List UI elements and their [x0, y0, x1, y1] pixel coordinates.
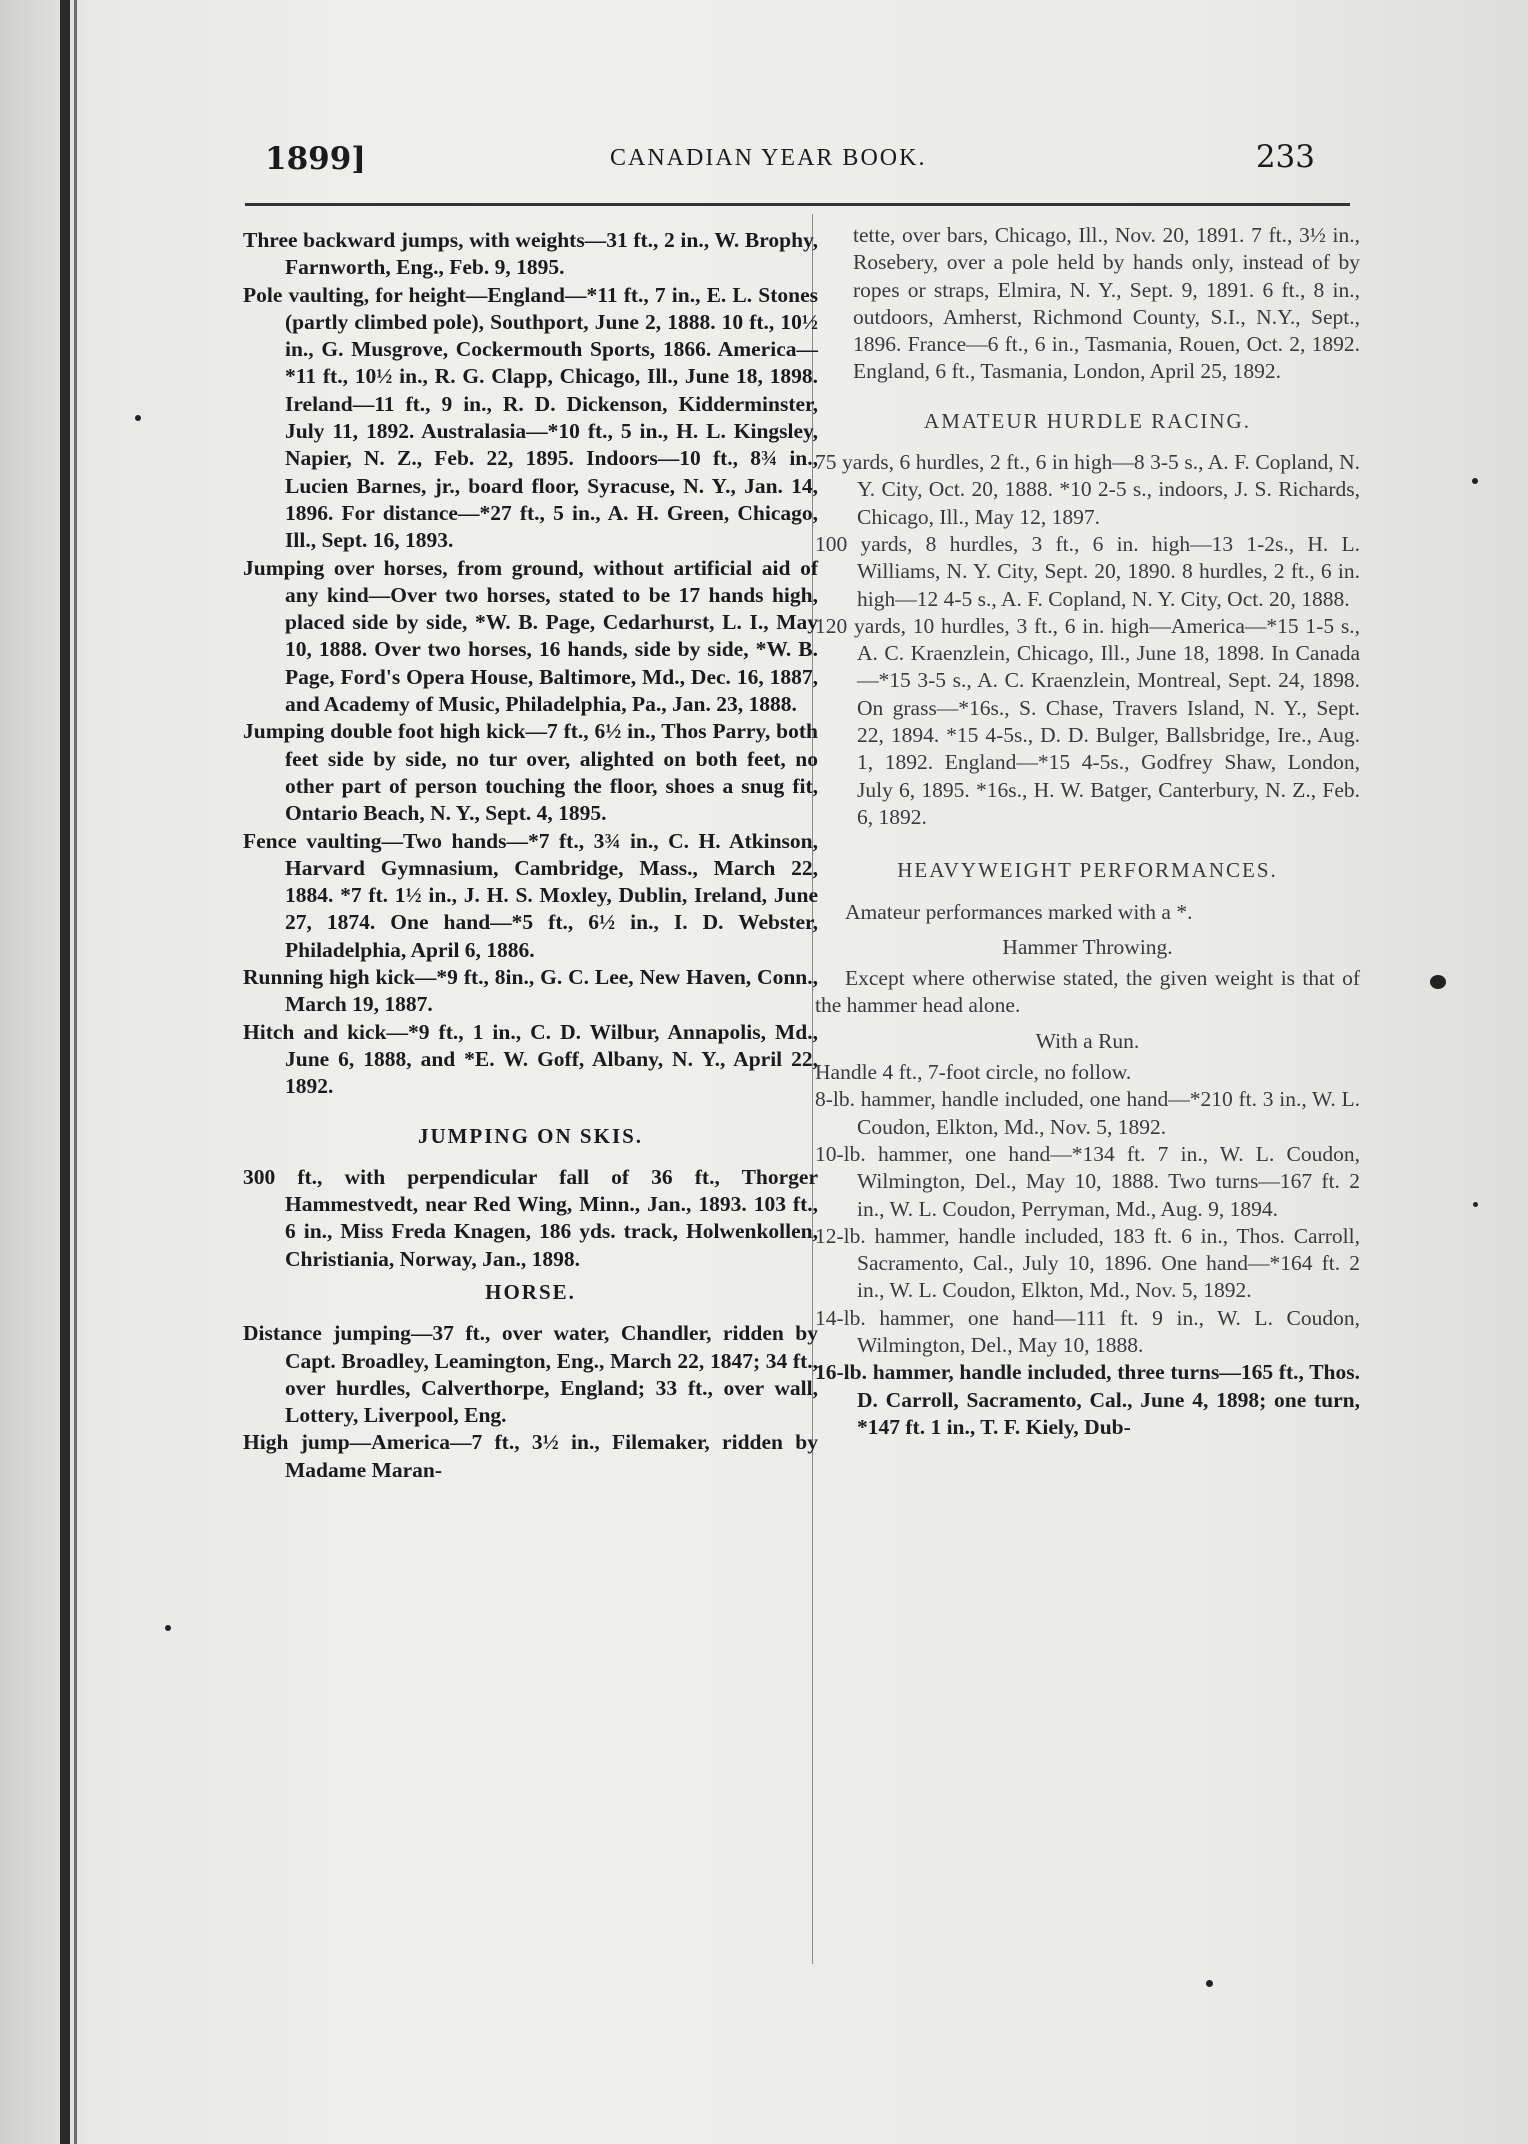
- record-entry: Distance jumping—37 ft., over water, Chandler, ridden by Capt. Broadley, Leamington, Eng., March 22, 1847; 34 ft., over hurdles, Calverthorpe, England; 33 ft., over wall, Lottery, Liverpool, Eng.: [243, 1321, 818, 1428]
- record-entry: Running high kick—*9 ft., 8in., G. C. Lee, New Haven, Conn., March 19, 1887.: [243, 965, 818, 1017]
- record-entry: 12-lb. hammer, handle included, 183 ft. 6 in., Thos. Carroll, Sacramento, Cal., July 10, 1896. One hand—*164 ft. 2 in., W. L. Coudon, Elkton, Md., Nov. 5, 1892.: [815, 1223, 1360, 1303]
- record-entry: Pole vaulting, for height—England—*11 ft., 7 in., E. L. Stones (partly climbed pole), Southport, June 2, 1888. 10 ft., 10½ in., G. Musgrove, Cockermouth Sports, 1866. America—*11 ft., 10½ in., R. G. Clapp, Chicago, Ill., June 18, 1898. Ireland—11 ft., 9 in., R. D. Dickenson, Kidderminster, July 11, 1892. Australasia—*10 ft., 5 in., H. L. Kingsley, Napier, N. Z., Feb. 22, 1895. Indoors—10 ft., 8¾ in., Lucien Barnes, jr., board floor, Syracuse, N. Y., Jan. 14, 1896. For distance—*27 ft., 5 in., A. H. Green, Chicago, Ill., Sept. 16, 1893.: [243, 282, 818, 553]
- ink-speck: [135, 415, 141, 421]
- ink-speck: [1473, 1202, 1478, 1207]
- ink-speck: [1472, 478, 1478, 484]
- record-entry: High jump—America—7 ft., 3½ in., Filemaker, ridden by Madame Maran-: [243, 1430, 818, 1482]
- ink-speck: [1206, 1980, 1213, 1987]
- section-heading-heavyweight: HEAVYWEIGHT PERFORMANCES.: [897, 858, 1278, 883]
- binding-edge: [74, 0, 77, 2144]
- header-rule: [245, 203, 1350, 206]
- ink-blot: [1430, 975, 1446, 989]
- record-entry: Three backward jumps, with weights—31 ft., 2 in., W. Brophy, Farnworth, Eng., Feb. 9, 1895.: [243, 228, 818, 280]
- header-title: CANADIAN YEAR BOOK.: [610, 145, 927, 171]
- record-entry: 16-lb. hammer, handle included, three turns—165 ft., Thos. D. Carroll, Sacramento, Cal., June 4, 1898; one turn, *147 ft. 1 in., T. F. Kiely, Dub-: [815, 1360, 1360, 1439]
- record-entry: 100 yards, 8 hurdles, 3 ft., 6 in. high—13 1-2s., H. L. Williams, N. Y. City, Sept. 20, 1890. 8 hurdles, 2 ft., 6 in. high—12 4-5 s., A. F. Copland, N. Y. City, Oct. 20, 1888.: [815, 531, 1360, 611]
- record-entry: 75 yards, 6 hurdles, 2 ft., 6 in high—8 3-5 s., A. F. Copland, N. Y. City, Oct. 20, 1888. *10 2-5 s., indoors, J. S. Richards, Chicago, Ill., May 12, 1897.: [815, 450, 1360, 529]
- record-entry: Hitch and kick—*9 ft., 1 in., C. D. Wilbur, Annapolis, Md., June 6, 1888, and *E. W. Goff, Albany, N. Y., April 22, 1892.: [243, 1019, 818, 1099]
- subheading-hammer: Hammer Throwing.: [1002, 934, 1173, 959]
- note-text: Except where otherwise stated, the given weight is that of the hammer head alone.: [815, 966, 1360, 1018]
- subheading-run: With a Run.: [1035, 1028, 1140, 1053]
- binding-shadow: [60, 0, 70, 2144]
- record-entry: Jumping over horses, from ground, without artificial aid of any kind—Over two horses, stated to be 17 hands high, placed side by side, *W. B. Page, Cedarhurst, L. I., May 10, 1888. Over two horses, 16 hands, side by side, *W. B. Page, Ford's Opera House, Baltimore, Md., Dec. 16, 1887, and Academy of Music, Philadelphia, Pa., Jan. 23, 1888.: [243, 555, 818, 717]
- section-heading-hurdle: AMATEUR HURDLE RACING.: [924, 408, 1251, 433]
- record-entry: Handle 4 ft., 7-foot circle, no follow.: [815, 1060, 1132, 1085]
- record-entry: 300 ft., with perpendicular fall of 36 ft., Thorger Hammestvedt, near Red Wing, Minn., Jan., 1893. 103 ft., 6 in., Miss Freda Knagen, 186 yds. track, Holwenkollen, Christiania, Norway, Jan., 1898.: [243, 1164, 818, 1271]
- intro-text: Amateur performances marked with a *.: [845, 899, 1193, 924]
- record-entry: 120 yards, 10 hurdles, 3 ft., 6 in. high—America—*15 1-5 s., A. C. Kraenzlein, Chicago, Ill., June 18, 1898. In Canada—*15 3-5 s., A. C. Kraenzlein, Montreal, Sept. 24, 1898. On grass—*16s., S. Chase, Travers Island, N. Y., Sept. 22, 1894. *15 4-5s., D. D. Bulger, Ballsbridge, Ire., Aug. 1, 1892. England—*15 4-5s., Godfrey Shaw, London, July 6, 1895. *16s., H. W. Batger, Canterbury, N. Z., Feb. 6, 1892.: [815, 613, 1360, 829]
- left-column: [243, 227, 818, 1484]
- running-header: [255, 135, 1315, 185]
- record-entry: Jumping double foot high kick—7 ft., 6½ in., Thos Parry, both feet side by side, no tur over, alighted on both feet, no other part of person touching the floor, shoes a snug fit, Ontario Beach, N. Y., Sept. 4, 1895.: [243, 719, 818, 826]
- page-number: 233: [1255, 139, 1315, 175]
- record-entry: 8-lb. hammer, handle included, one hand—*210 ft. 3 in., W. L. Coudon, Elkton, Md., Nov. 5, 1892.: [815, 1087, 1360, 1139]
- record-entry: Fence vaulting—Two hands—*7 ft., 3¾ in., C. H. Atkinson, Harvard Gymnasium, Cambridge, Mass., March 22, 1884. *7 ft. 1½ in., J. H. S. Moxley, Dublin, Ireland, June 27, 1874. One hand—*5 ft., 6½ in., I. D. Webster, Philadelphia, April 6, 1886.: [243, 828, 818, 962]
- continuation-text: tette, over bars, Chicago, Ill., Nov. 20, 1891. 7 ft., 3½ in., Rosebery, over a pole held by hands only, instead of by ropes or straps, Elmira, N. Y., Sept. 9, 1891. 6 ft., 8 in., outdoors, Amherst, Richmond County, S.I., N.Y., Sept., 1896. France—6 ft., 6 in., Tasmania, Rouen, Oct. 2, 1892. England, 6 ft., Tasmania, London, April 25, 1892.: [853, 223, 1360, 384]
- right-column: [815, 222, 1360, 1441]
- section-heading-skis: JUMPING ON SKIS.: [417, 1123, 644, 1148]
- header-year: 1899]: [265, 141, 366, 177]
- section-heading-horse: HORSE.: [485, 1279, 576, 1304]
- ink-speck: [165, 1625, 171, 1631]
- record-entry: 10-lb. hammer, one hand—*134 ft. 7 in., W. L. Coudon, Wilmington, Del., May 10, 1888. Two turns—167 ft. 2 in., W. L. Coudon, Perryman, Md., Aug. 9, 1894.: [815, 1141, 1360, 1221]
- record-entry: 14-lb. hammer, one hand—111 ft. 9 in., W. L. Coudon, Wilmington, Del., May 10, 1888.: [815, 1305, 1360, 1357]
